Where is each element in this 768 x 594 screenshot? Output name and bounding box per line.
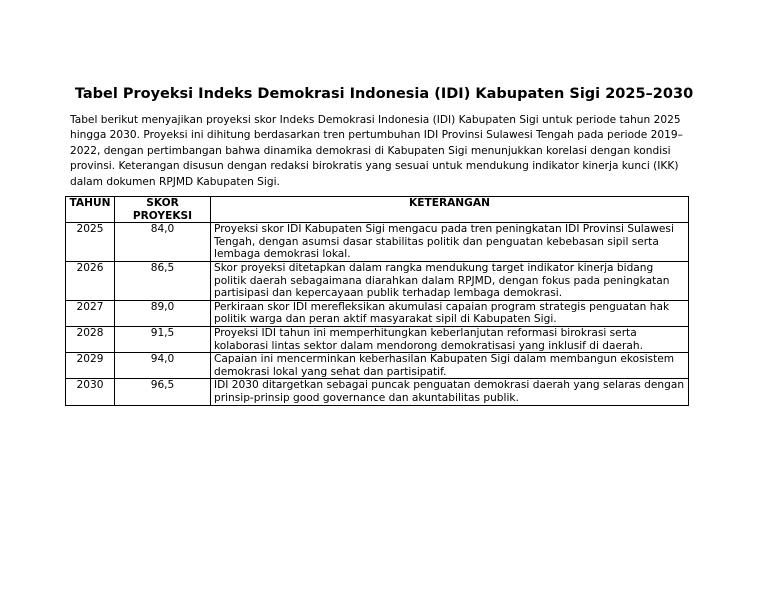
cell-keterangan: Proyeksi IDI tahun ini memperhitungkan keberlanjutan reformasi birokrasi serta kolaborasi lintas sektor dalam mendorong demokratisasi yang inklusif di daerah. [211,326,689,352]
table-header-row [66,197,689,223]
table-row [66,353,689,379]
header-tahun: TAHUN [66,197,115,223]
cell-skor: 91,5 [115,326,211,352]
cell-tahun: 2030 [66,379,115,405]
cell-tahun: 2028 [66,326,115,352]
table-row [66,223,689,262]
cell-skor: 84,0 [115,223,211,262]
table-row [66,300,689,326]
header-keterangan: KETERANGAN [211,197,689,223]
cell-tahun: 2026 [66,261,115,300]
cell-skor: 89,0 [115,300,211,326]
cell-keterangan: Capaian ini mencerminkan keberhasilan Kabupaten Sigi dalam membangun ekosistem demokrasi lokal yang sehat dan partisipatif. [211,353,689,379]
intro-paragraph: Tabel berikut menyajikan proyeksi skor Indeks Demokrasi Indonesia (IDI) Kabupaten Sigi untuk periode tahun 2025 hingga 2030. Proyeksi ini dihitung berdasarkan tren pertumbuhan IDI Provinsi Sulawesi Tengah pada periode 2019–2022, dengan pertimbangan bahwa dinamika demokrasi di Kabupaten Sigi menunjukkan korelasi dengan kondisi provinsi. Keterangan disusun dengan redaksi birokratis yang sesuai untuk mendukung indikator kinerja kunci (IKK) dalam dokumen RPJMD Kabupaten Sigi. [70,114,683,188]
projection-table [65,196,689,406]
header-skor-proyeksi: SKOR PROYEKSI [115,197,211,223]
cell-keterangan: IDI 2030 ditargetkan sebagai puncak penguatan demokrasi daerah yang selaras dengan prinsip-prinsip good governance dan akuntabilitas publik. [211,379,689,405]
cell-tahun: 2025 [66,223,115,262]
table-row [66,326,689,352]
cell-skor: 94,0 [115,353,211,379]
cell-keterangan: Perkiraan skor IDI merefleksikan akumulasi capaian program strategis penguatan hak politik warga dan peran aktif masyarakat sipil di Kabupaten Sigi. [211,300,689,326]
table-row [66,261,689,300]
page-title: Tabel Proyeksi Indeks Demokrasi Indonesia (IDI) Kabupaten Sigi 2025–2030 [74,86,694,102]
cell-keterangan: Proyeksi skor IDI Kabupaten Sigi mengacu pada tren peningkatan IDI Provinsi Sulawesi Tengah, dengan asumsi dasar stabilitas politik dan penguatan kebebasan sipil serta lembaga demokrasi lokal. [211,223,689,262]
cell-skor: 86,5 [115,261,211,300]
cell-keterangan: Skor proyeksi ditetapkan dalam rangka mendukung target indikator kinerja bidang politik daerah sebagaimana diarahkan dalam RPJMD, dengan fokus pada peningkatan partisipasi dan kepercayaan publik terhadap lembaga demokrasi. [211,261,689,300]
cell-skor: 96,5 [115,379,211,405]
cell-tahun: 2029 [66,353,115,379]
table-row [66,379,689,405]
cell-tahun: 2027 [66,300,115,326]
